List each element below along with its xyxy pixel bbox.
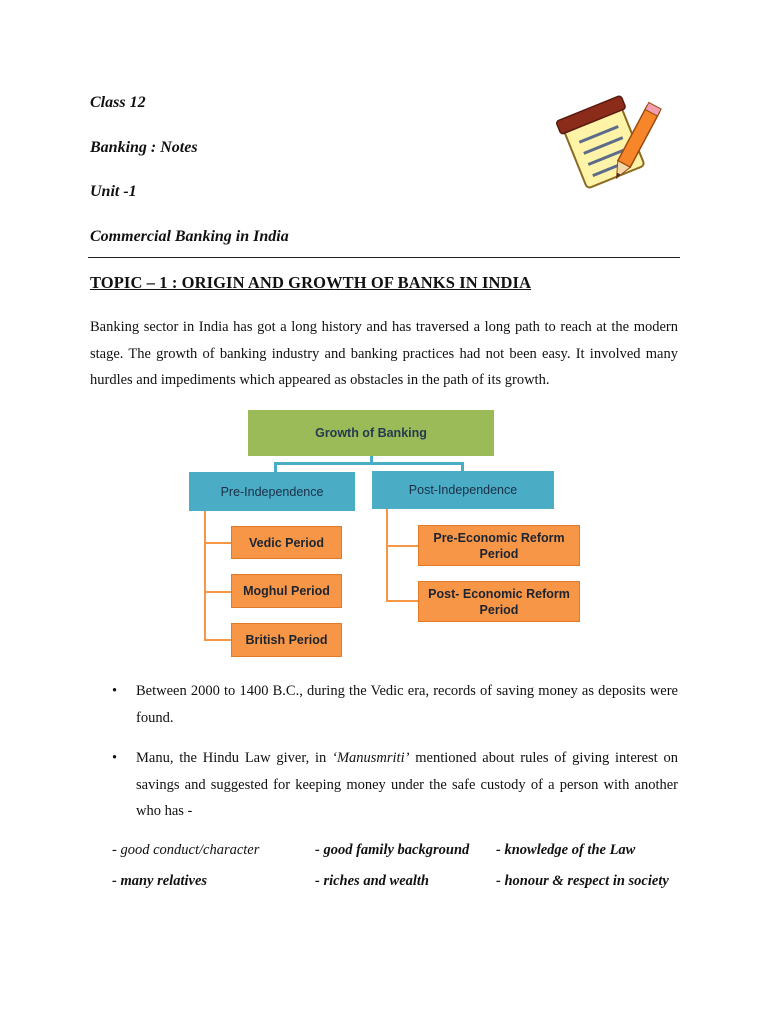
- chapter-label: Commercial Banking in India: [90, 228, 289, 245]
- post-independence-box: Post-Independence: [372, 471, 554, 509]
- post-economic-reform-box: Post- Economic Reform Period: [418, 581, 580, 622]
- bullet-text-suffix: mentioned about rules of giving interest on savings and suggested for keeping money under the safe custody of a person with another who has -: [136, 750, 678, 819]
- notepad-pencil-icon: [552, 94, 662, 194]
- quality-relatives: - many relatives: [112, 873, 208, 889]
- bullet-item-manu: [112, 745, 678, 825]
- quality-riches: - riches and wealth: [315, 873, 429, 889]
- vedic-period-box: Vedic Period: [231, 526, 342, 559]
- branch-connector: [274, 462, 464, 465]
- pre-economic-reform-box: Pre-Economic Reform Period: [418, 525, 580, 566]
- bullet-icon: •: [112, 750, 118, 766]
- post-tick-1: [386, 545, 418, 547]
- quality-law: - knowledge of the Law: [496, 842, 636, 858]
- pre-tick-3: [204, 639, 231, 641]
- intro-paragraph: Banking sector in India has got a long history and has traversed a long path to reach at the modern stage. The growth of banking industry and banking practices had not been easy. It involved many hurdles and impediments which appeared as obstacles in the path of its growth.: [90, 319, 678, 388]
- topic-title: TOPIC – 1 : ORIGIN AND GROWTH OF BANKS IN INDIA: [90, 273, 532, 292]
- quality-conduct: - good conduct/character: [112, 842, 260, 858]
- subject-label: Banking : Notes: [90, 139, 198, 156]
- bullet-list: [112, 678, 678, 839]
- pre-tick-2: [204, 591, 231, 593]
- diagram-root-box: Growth of Banking: [248, 410, 494, 456]
- pre-tick-1: [204, 542, 231, 544]
- bullet-text-prefix: Manu, the Hindu Law giver, in: [136, 750, 333, 766]
- pre-independence-box: Pre-Independence: [189, 472, 355, 511]
- bullet-icon: •: [112, 683, 118, 699]
- pre-vertical-line: [204, 511, 206, 641]
- moghul-period-box: Moghul Period: [231, 574, 342, 608]
- unit-label: Unit -1: [90, 183, 137, 200]
- bullet-text: Between 2000 to 1400 B.C., during the Vedic era, records of saving money as deposits were found.: [136, 683, 678, 726]
- quality-honour: - honour & respect in society: [496, 873, 669, 889]
- pre-connector: [274, 462, 277, 472]
- bullet-item-vedic: [112, 678, 678, 731]
- british-period-box: British Period: [231, 623, 342, 657]
- header-rule: [88, 257, 680, 258]
- post-vertical-line: [386, 509, 388, 602]
- quality-family: - good family background: [315, 842, 470, 858]
- post-tick-2: [386, 600, 418, 602]
- class-label: Class 12: [90, 94, 146, 111]
- manusmriti-title: ‘Manusmriti’: [332, 750, 410, 766]
